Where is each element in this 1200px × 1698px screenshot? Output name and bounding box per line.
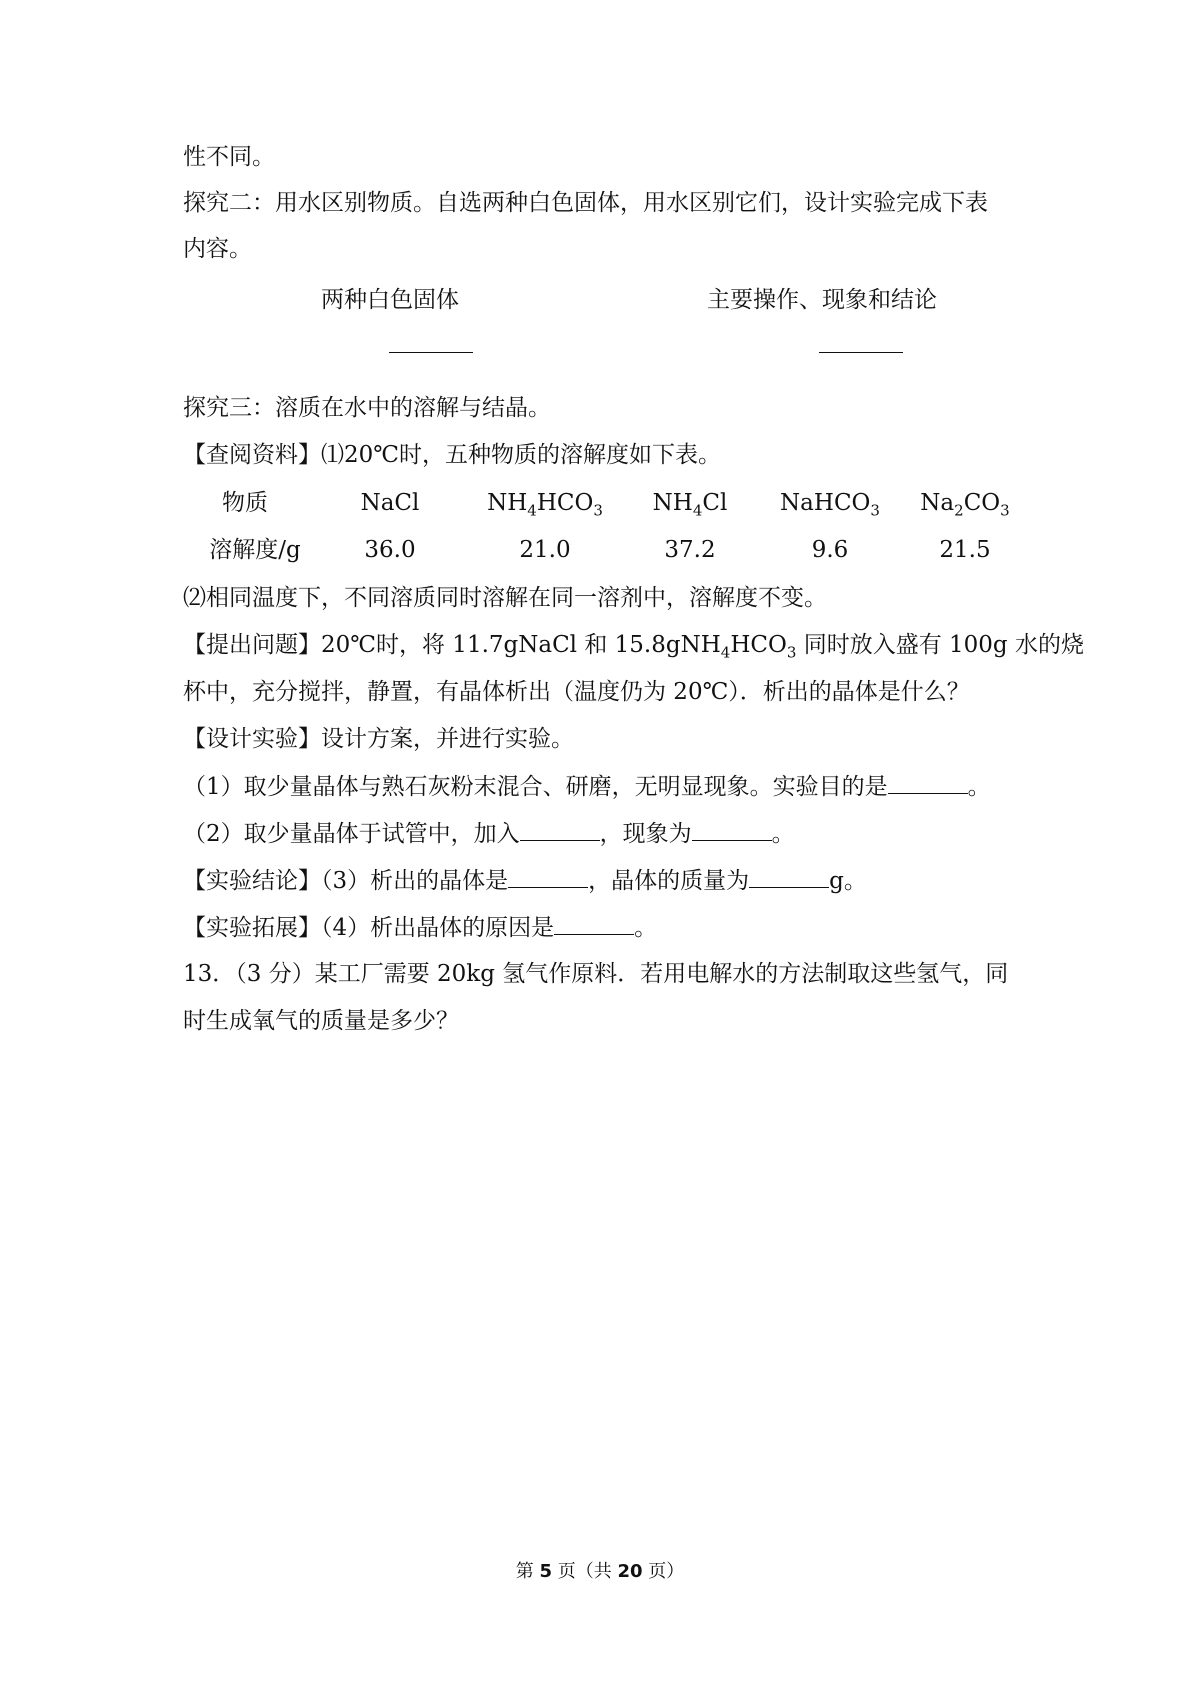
text-line: 内容。 — [183, 236, 252, 262]
text-line: 探究三：溶质在水中的溶解与结晶。 — [183, 395, 551, 421]
substance-nh4cl: $NH_4Cl$ — [652, 490, 728, 520]
answer-blank — [819, 352, 903, 353]
substance-nahco3: NaHCO$_3$ — [780, 490, 880, 520]
answer-blank — [520, 818, 600, 841]
question-2: （2）取少量晶体于试管中，加入 ，现象为 。 — [183, 818, 795, 849]
solubility-nacl: 36.0 — [364, 537, 416, 563]
text-line: 时生成氧气的质量是多少？ — [183, 1008, 459, 1034]
solubility-nh4cl: 37.2 — [664, 537, 716, 563]
question-13: 13．（3 分）某工厂需要 20kg 氢气作原料．若用电解水的方法制取这些氢气，同 — [183, 961, 1009, 987]
page-footer: 第 5 页（共 20 页） — [515, 1561, 685, 1582]
answer-blank — [749, 865, 829, 888]
substance-nacl: NaCl — [360, 490, 420, 516]
text-line: 【设计实验】设计方案，并进行实验。 — [183, 726, 574, 752]
substance-na2co3: $Na_2CO_3$ — [920, 490, 1010, 520]
solubility-nh4hco3: 21.0 — [519, 537, 571, 563]
answer-blank — [389, 352, 473, 353]
question-1: （1）取少量晶体与熟石灰粉末混合、研磨，无明显现象。实验目的是 。 — [183, 771, 991, 802]
text-line: 【提出问题】20℃时，将 11.7gNaCl 和 $15.8gNH_4HCO_3$ 同时放入盛有 100g 水的烧 — [183, 632, 1084, 662]
text-line: 探究二：用水区别物质。自选两种白色固体，用水区别它们，设计实验完成下表 — [183, 190, 988, 216]
solubility-nahco3: 9.6 — [811, 537, 849, 563]
table-header-solids: 两种白色固体 — [321, 287, 459, 313]
table-header-operation: 主要操作、现象和结论 — [707, 287, 937, 313]
text-line: 【查阅资料】⑴20℃时，五种物质的溶解度如下表。 — [183, 442, 721, 468]
solubility-na2co3: 21.5 — [939, 537, 991, 563]
question-4: 【实验拓展】（4）析出晶体的原因是 。 — [183, 912, 657, 943]
answer-blank — [554, 912, 634, 935]
answer-blank — [508, 865, 588, 888]
substance-nh4hco3: $NH_4HCO_3$ — [487, 490, 603, 520]
text-line: 性不同。 — [183, 144, 275, 170]
text-line: 杯中，充分搅拌，静置，有晶体析出（温度仍为 20℃）．析出的晶体是什么？ — [183, 679, 970, 705]
answer-blank — [692, 818, 772, 841]
answer-blank — [888, 771, 968, 794]
question-3: 【实验结论】（3）析出的晶体是 ，晶体的质量为 g。 — [183, 865, 867, 896]
row-header-solubility: 溶解度/g — [209, 537, 301, 563]
row-header-substance: 物质 — [222, 490, 268, 516]
text-line: ⑵相同温度下，不同溶质同时溶解在同一溶剂中，溶解度不变。 — [183, 585, 827, 611]
